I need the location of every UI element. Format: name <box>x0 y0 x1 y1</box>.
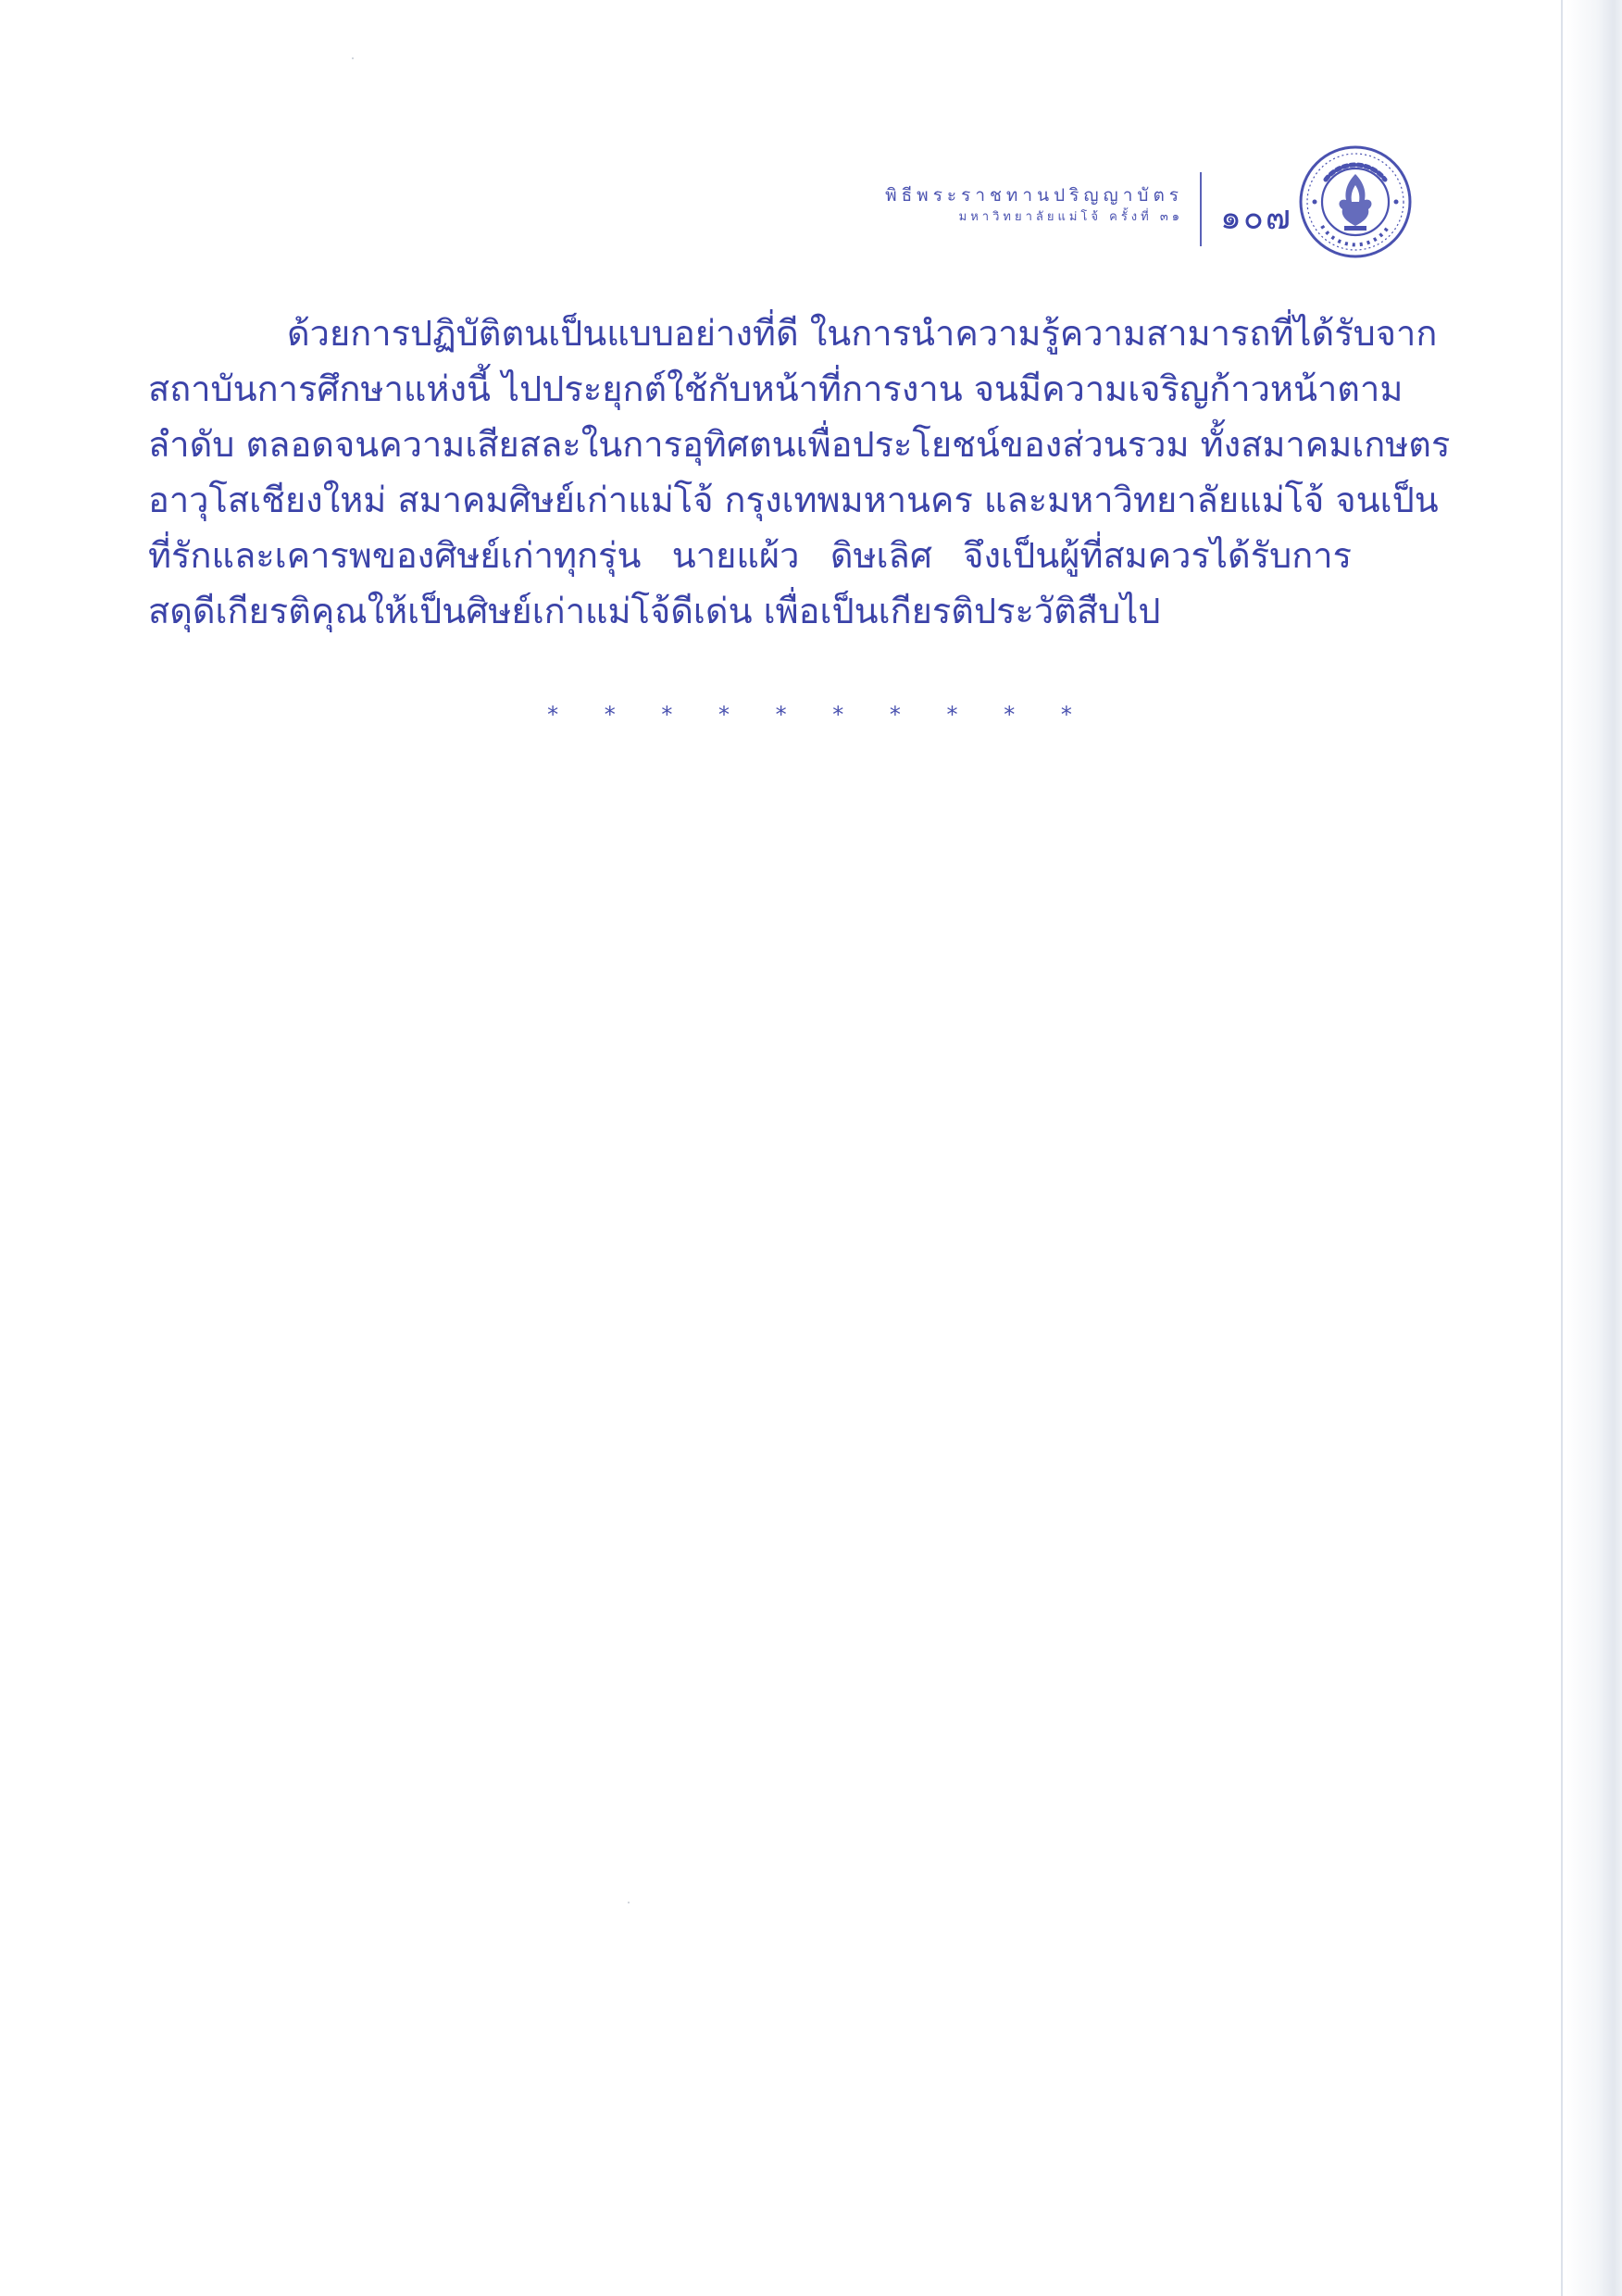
scan-speck <box>352 57 354 59</box>
ceremony-title: พิธีพระราชทานปริญญาบัตร <box>885 185 1183 206</box>
scan-edge-line <box>1561 0 1563 2296</box>
paragraph-line: อาวุโสเชียงใหม่ สมาคมศิษย์เก่าแม่โจ้ กรุงเทพมหานคร และมหาวิทยาลัยแม่โจ้ จนเป็น <box>148 480 1439 520</box>
citation-paragraph <box>148 306 1451 639</box>
ceremony-subtitle: มหาวิทยาลัยแม่โจ้ ครั้งที่ ๓๑ <box>958 209 1183 224</box>
paragraph-line: ที่รักและเคารพของศิษย์เก่าทุกรุ่น นายแผ้ว ดิษเลิศ จึงเป็นผู้ที่สมควรได้รับการ <box>148 535 1352 576</box>
paragraph-line: สถาบันการศึกษาแห่งนี้ ไปประยุกต์ใช้กับหน้าที่การงาน จนมีความเจริญก้าวหน้าตาม <box>148 368 1404 409</box>
page-header <box>833 139 1426 268</box>
header-text-block <box>885 185 1183 224</box>
scan-edge-shadow <box>1566 0 1622 2296</box>
scan-speck <box>628 1902 630 1903</box>
university-seal-icon <box>1298 144 1413 259</box>
paragraph-line: ด้วยการปฏิบัติตนเป็นแบบอย่างที่ดี ในการนำความรู้ความสามารถที่ได้รับจาก <box>287 313 1438 354</box>
page-number: ๑๐๗ <box>1220 199 1292 237</box>
section-separator: * * * * * * * * * * <box>547 702 1092 728</box>
paragraph-line: สดุดีเกียรติคุณให้เป็นศิษย์เก่าแม่โจ้ดีเด่น เพื่อเป็นเกียรติประวัติสืบไป <box>148 591 1161 631</box>
header-divider <box>1200 172 1202 246</box>
paragraph-line: ลำดับ ตลอดจนความเสียสละในการอุทิศตนเพื่อประโยชน์ของส่วนรวม ทั้งสมาคมเกษตร <box>148 424 1451 465</box>
